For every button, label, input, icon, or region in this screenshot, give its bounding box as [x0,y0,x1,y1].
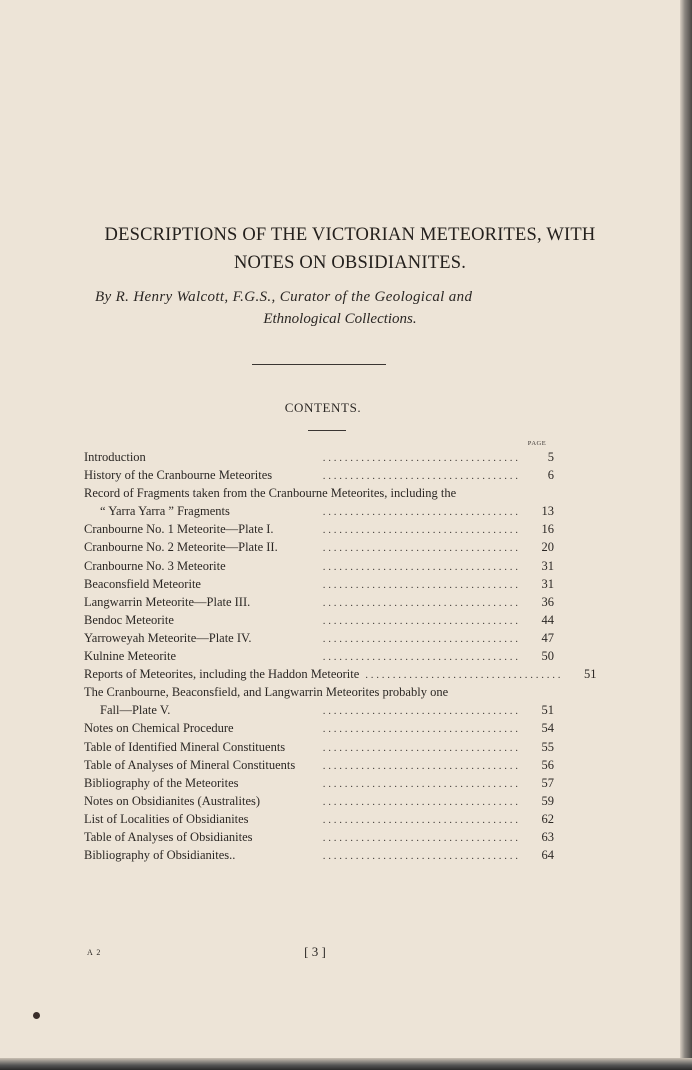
author-byline-line-1: By R. Henry Walcott, F.G.S., Curator of the Geological and [95,289,473,305]
toc-entry [84,575,554,593]
toc-page-number: 36 [541,594,554,609]
toc-line [84,629,554,647]
toc-leader-dots: . . . . . . . . . . . . . . . . . . . . . . . . . . . . . . . . . . . . [322,596,518,609]
toc-leader-dots: . . . . . . . . . . . . . . . . . . . . . . . . . . . . . . . . . . . . [322,452,518,464]
toc-entry [84,774,554,792]
toc-page-number: 47 [541,630,554,645]
toc-leader-dots: . . . . . . . . . . . . . . . . . . . . . . . . . . . . . . . . . . . . [322,651,518,664]
toc-entry-title: Yarroweyah Meteorite—Plate IV. [84,630,252,645]
document-title-line-1: DESCRIPTIONS OF THE VICTORIAN METEORITES, WITH [104,225,596,245]
toc-leader-dots: . . . . . . . . . . . . . . . . . . . . . . . . . . . . . . . . . . . . [322,560,518,573]
toc-line [84,593,554,611]
toc-line [84,792,554,810]
toc-page-number: 31 [541,558,554,573]
toc-page-number: 59 [541,793,554,808]
toc-page-number: 20 [541,540,554,555]
toc-entry-title: Record of Fragments taken from the Cranbourne Meteorites, including the [84,486,457,501]
toc-entry [84,719,554,737]
toc-entry-title: The Cranbourne, Beaconsfield, and Langwarrin Meteorites probably one [84,685,449,700]
toc-leader-dots: . . . . . . . . . . . . . . . . . . . . . . . . . . . . . . . . . . . . [322,741,518,754]
toc-leader-dots: . . . . . . . . . . . . . . . . . . . . . . . . . . . . . . . . . . . . [322,759,518,772]
toc-entry-title: Fall—Plate V. [100,703,171,718]
toc-entry-title: Beaconsfield Meteorite [84,576,201,591]
toc-entry [84,683,554,719]
page-number: [ 3 ] [304,944,326,959]
page-column-label: PAGE [527,440,547,447]
author-byline-line-2: Ethnological Collections. [263,311,417,327]
toc-leader-dots: . . . . . . . . . . . . . . . . . . . . . . . . . . . . . . . . . . . . [322,850,518,863]
toc-page-number: 57 [541,775,554,790]
toc-leader-dots: . . . . . . . . . . . . . . . . . . . . . . . . . . . . . . . . . . . . [322,777,518,790]
toc-entry-title: Bibliography of the Meteorites [84,775,239,790]
toc-entry [84,647,554,665]
page-edge-bottom [0,1058,692,1070]
toc-leader-dots: . . . . . . . . . . . . . . . . . . . . . . . . . . . . . . . . . . . . [322,813,518,826]
toc-entry [84,557,554,575]
toc-page-number: 51 [584,667,597,682]
toc-line [84,448,554,466]
toc-line [84,828,554,846]
toc-leader-dots: . . . . . . . . . . . . . . . . . . . . . . . . . . . . . . . . . . . . [322,470,518,483]
toc-entry-title: History of the Cranbourne Meteorites [84,468,273,483]
toc-leader-dots: . . . . . . . . . . . . . . . . . . . . . . . . . . . . . . . . . . . . [322,614,518,627]
toc-entry-title: Notes on Chemical Procedure [84,721,234,736]
toc-line [84,611,554,629]
toc-entry-title: Langwarrin Meteorite—Plate III. [84,594,251,609]
toc-line [84,520,554,538]
toc-leader-dots: . . . . . . . . . . . . . . . . . . . . . . . . . . . . . . . . . . . . [322,723,518,736]
toc-entry [84,593,554,611]
toc-leader-dots: . . . . . . . . . . . . . . . . . . . . . . . . . . . . . . . . . . . . [322,542,518,555]
toc-page-number: 6 [547,468,554,483]
ink-spot [33,1012,40,1019]
toc-line [84,756,554,774]
toc-entry-title: Introduction [84,450,146,464]
toc-line [84,575,554,593]
toc-page-number: 51 [541,703,554,718]
toc-leader-dots: . . . . . . . . . . . . . . . . . . . . . . . . . . . . . . . . . . . . [322,524,518,537]
toc-leader-dots: . . . . . . . . . . . . . . . . . . . . . . . . . . . . . . . . . . . . [322,705,518,718]
toc-page-number: 16 [541,522,554,537]
toc-line [84,466,554,484]
toc-entry-title: Cranbourne No. 1 Meteorite—Plate I. [84,522,274,537]
toc-line [84,683,554,701]
toc-line [84,810,554,828]
toc-line [84,538,554,556]
toc-entry [84,738,554,756]
toc-line [84,738,554,756]
toc-entry-title: Table of Analyses of Mineral Constituents [84,757,296,772]
toc-line [84,719,554,737]
toc-page-number: 55 [541,739,554,754]
toc-page-number: 13 [541,504,554,519]
toc-entry [84,466,554,484]
toc-leader-dots: . . . . . . . . . . . . . . . . . . . . . . . . . . . . . . . . . . . . [365,669,561,682]
toc-leader-dots: . . . . . . . . . . . . . . . . . . . . . . . . . . . . . . . . . . . . [322,831,518,844]
toc-entry-title: Table of Identified Mineral Constituents [84,739,286,754]
toc-line [84,484,554,502]
toc-entry-title: “ Yarra Yarra ” Fragments [100,504,230,519]
title-divider [252,364,386,365]
toc-line [84,647,554,665]
toc-line [84,665,597,683]
toc-entry [84,448,554,466]
toc-entry-title: Cranbourne No. 2 Meteorite—Plate II. [84,540,278,555]
signature-mark: A 2 [87,948,102,957]
toc-line [84,774,554,792]
toc-page-number: 5 [547,450,554,464]
toc-entry [84,484,554,520]
contents-heading: CONTENTS. [284,400,362,415]
toc-entry-title: Reports of Meteorites, including the Haddon Meteorite [84,667,360,682]
contents-divider [308,430,346,431]
toc-line [84,557,554,575]
toc-entry-title: List of Localities of Obsidianites [84,811,249,826]
toc-page-number: 31 [541,576,554,591]
toc-entry-title: Bibliography of Obsidianites.. [84,848,236,863]
toc-entry-title: Kulnine Meteorite [84,649,176,664]
toc-entry-title: Cranbourne No. 3 Meteorite [84,558,226,573]
toc-entry-title: Bendoc Meteorite [84,612,174,627]
toc-entry [84,828,554,846]
toc-page-number: 64 [541,848,554,863]
toc-entry [84,846,554,864]
toc-entry [84,629,554,647]
toc-page-number: 44 [541,612,554,627]
toc-entry [84,792,554,810]
toc-page-number: 54 [541,721,554,736]
toc-line [84,502,554,520]
toc-entry [84,810,554,828]
document-title-line-2: NOTES ON OBSIDIANITES. [233,253,467,273]
toc-line [84,846,554,864]
toc-entry [84,611,554,629]
toc-leader-dots: . . . . . . . . . . . . . . . . . . . . . . . . . . . . . . . . . . . . [322,795,518,808]
toc-page-number: 56 [541,757,554,772]
toc-page-number: 62 [541,811,554,826]
table-of-contents [84,448,597,864]
toc-leader-dots: . . . . . . . . . . . . . . . . . . . . . . . . . . . . . . . . . . . . [322,632,518,645]
toc-line [84,701,554,719]
toc-entry [84,756,554,774]
page-edge-right [680,0,692,1070]
toc-entry [84,520,554,538]
toc-leader-dots: . . . . . . . . . . . . . . . . . . . . . . . . . . . . . . . . . . . . [322,578,518,591]
toc-entry [84,665,597,683]
toc-page-number: 63 [541,829,554,844]
toc-page-number: 50 [541,649,554,664]
toc-entry-title: Notes on Obsidianites (Australites) [84,793,261,808]
toc-entry [84,538,554,556]
toc-leader-dots: . . . . . . . . . . . . . . . . . . . . . . . . . . . . . . . . . . . . [322,506,518,519]
toc-entry-title: Table of Analyses of Obsidianites [84,829,253,844]
